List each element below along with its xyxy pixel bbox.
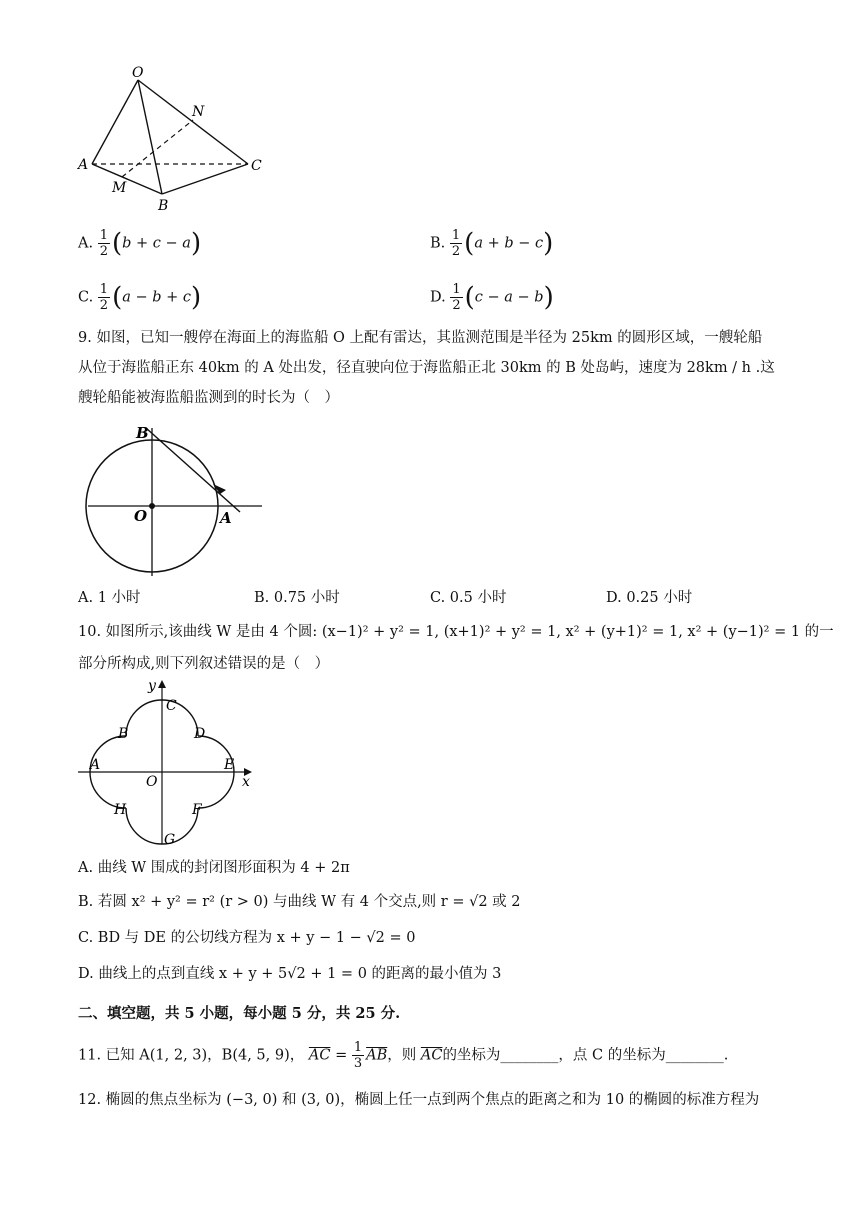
q8-option-a[interactable]: A. $\frac{1}{2}$ (b + c − a) <box>78 228 202 259</box>
option-label: B. <box>430 235 446 252</box>
fraction: $\frac{1}{2}$ <box>452 282 461 313</box>
label-F: F <box>192 802 202 818</box>
label-A: A <box>220 509 232 527</box>
section-title: 二、填空题，共 5 小题，每小题 5 分，共 25 分. <box>78 1005 401 1022</box>
label-y: y <box>148 678 156 694</box>
fraction: $\frac{1}{2}$ <box>99 282 109 313</box>
vector-expr: b + c − a <box>122 235 191 252</box>
q9-line-1: 9. 如图，已知一艘停在海面上的海监船 O 上配有雷达，其监测范围是半径为 25km 的圆形区域，一艘轮船 <box>78 330 763 346</box>
label-A: A <box>90 757 101 773</box>
q11-line <box>78 1040 728 1071</box>
label-H: H <box>114 802 127 818</box>
q10-option-d[interactable]: D. 曲线上的点到直线 x + y + 5√2 + 1 = 0 的距离的最小值为 3 <box>78 966 502 982</box>
option-label: C. <box>78 289 94 306</box>
q9-option-c[interactable]: C. 0.5 小时 <box>430 590 507 606</box>
q12-line: 12. 椭圆的焦点坐标为 (−3, 0) 和 (3, 0)，椭圆上任一点到两个焦点的距离之和为 10 的椭圆的标准方程为 <box>78 1092 760 1108</box>
fraction: $\frac{1}{2}$ <box>99 228 108 259</box>
label-O: O <box>134 507 148 525</box>
equals: = <box>335 1047 348 1064</box>
label-x: x <box>242 774 250 790</box>
label-C: C <box>251 158 262 174</box>
fraction: $\frac{1}{2}$ <box>451 228 461 259</box>
tetrahedron-figure <box>70 60 280 220</box>
label-M: M <box>112 180 127 196</box>
label-E: E <box>224 757 235 773</box>
label-D: D <box>194 726 206 742</box>
q11-text-a: 11. 已知 A(1, 2, 3)，B(4, 5, 9)， <box>78 1047 305 1064</box>
label-N: N <box>192 104 205 120</box>
vector-ac: $\overline{AC}$ <box>308 1047 331 1064</box>
label-G: G <box>164 832 176 848</box>
q9-line-3: 艘轮船能被海监船监测到的时长为（ ） <box>78 390 339 406</box>
q10-line-1: 10. 如图所示,该曲线 W 是由 4 个圆: (x−1)² + y² = 1, (x+1)² + y² = 1, x² + (y+1)² = 1, x² + (y−1)² = 1 的一 <box>78 624 834 640</box>
label-O: O <box>132 65 144 81</box>
vector-ab: $\overline{AB}$ <box>366 1047 388 1064</box>
label-B: B <box>118 726 129 742</box>
q10-line-2: 部分所构成,则下列叙述错误的是（ ） <box>78 656 330 672</box>
q9-line-2: 从位于海监船正东 40km 的 A 处出发，径直驶向位于海监船正北 30km 的 B 处岛屿，速度为 28km / h .这 <box>78 360 775 376</box>
curve-w-figure <box>76 676 256 848</box>
vector-expr: c − a − b <box>474 289 544 306</box>
q8-option-d[interactable]: D. $\frac{1}{2}$ (c − a − b) <box>430 282 554 313</box>
vector-expr: a − b + c <box>122 289 192 306</box>
radar-figure <box>80 420 270 580</box>
label-C: C <box>166 698 177 714</box>
q9-option-d[interactable]: D. 0.25 小时 <box>606 590 693 606</box>
option-label: A. <box>78 235 94 252</box>
q11-text-c: 的坐标为________，点 C 的坐标为________. <box>442 1047 729 1064</box>
q9-option-b[interactable]: B. 0.75 小时 <box>254 590 340 606</box>
q10-option-a[interactable]: A. 曲线 W 围成的封闭图形面积为 4 + 2π <box>78 860 350 876</box>
label-O: O <box>146 774 158 790</box>
vector-ac-2: $\overline{AC}$ <box>420 1047 443 1064</box>
q10-option-b[interactable]: B. 若圆 x² + y² = r² (r > 0) 与曲线 W 有 4 个交点,则 r = √2 或 2 <box>78 894 521 910</box>
label-B: B <box>136 424 149 442</box>
option-label: D. <box>430 289 446 306</box>
vector-expr: a + b − c <box>474 235 544 252</box>
q11-text-b: ，则 <box>387 1047 417 1064</box>
label-A: A <box>78 157 89 173</box>
label-B: B <box>158 198 169 214</box>
q8-option-b[interactable]: B. $\frac{1}{2}$ (a + b − c) <box>430 228 554 259</box>
q8-option-c[interactable]: C. $\frac{1}{2}$ (a − b + c) <box>78 282 202 313</box>
fraction: $\frac{1}{3}$ <box>353 1040 363 1071</box>
q10-option-c[interactable]: C. BD 与 DE 的公切线方程为 x + y − 1 − √2 = 0 <box>78 930 416 946</box>
q9-option-a[interactable]: A. 1 小时 <box>78 590 141 606</box>
